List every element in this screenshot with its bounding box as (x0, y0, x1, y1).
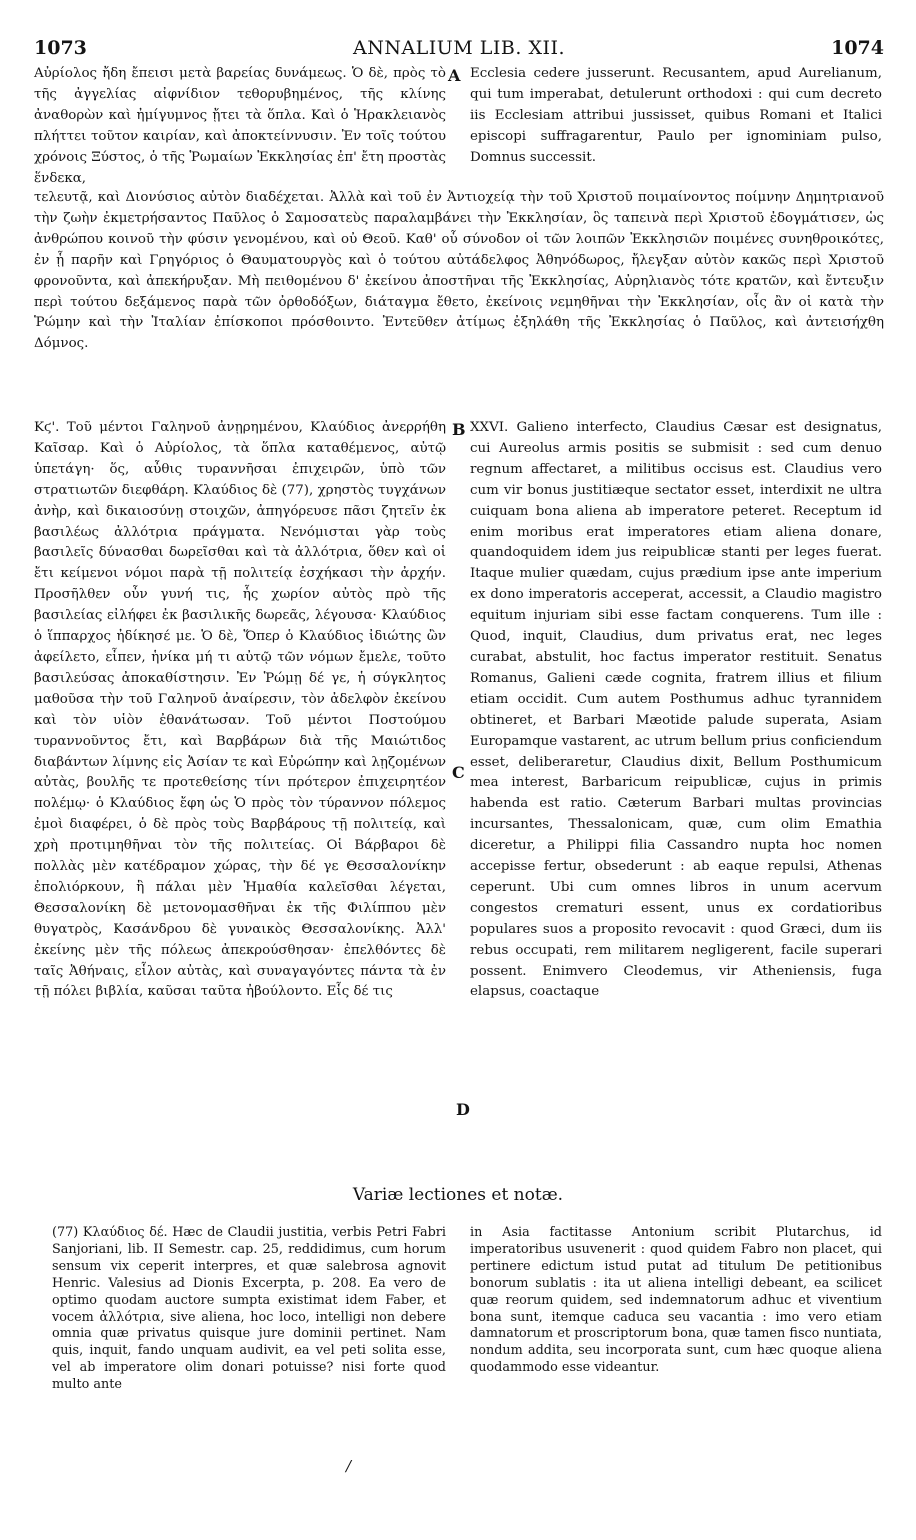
latin-column-main (470, 418, 882, 1003)
greek-column-top (34, 64, 446, 189)
page-header (34, 34, 884, 62)
note-column-right (470, 1225, 882, 1377)
notes-heading: Variæ lectiones et notæ. (352, 1185, 564, 1205)
margin-marker-a: A (448, 66, 461, 85)
margin-marker-d: D (456, 1100, 470, 1119)
margin-marker-c: C (452, 763, 465, 782)
greek-paragraph-main: Κϛ'. Τοῦ μέντοι Γαληνοῦ ἀνῃρημένου, Κλαύδιος ἀνερρήθη Καῖσαρ. Καὶ ὁ Αὐρίολος, τὰ ὅπλα καταθέμενος, αὐτῷ ὑπετάγη· ὅς, αὖθις τυραννῆσαι ἐπιχειρῶν, ὑπὸ τῶν στρατιωτῶν διεφθάρη. Κλαύδιος δὲ (77), χρηστὸς τυγχάνων ἀνὴρ, καὶ δικαιοσύνῃ στοιχῶν, ἀπηγόρευσε πᾶσι ζητεῖν ἐκ βασιλέως ἀλλότρια πράγματα. Νενόμισται γὰρ τοὺς βασιλεῖς δύνασθαι δωρεῖσθαι καὶ τὰ ἀλλότρια, ὅθεν καὶ οἱ ἔτι κείμενοι νόμοι παρὰ τῇ πολιτείᾳ ἐσχήκασι τὴν ἀρχήν. Προσῆλθεν οὖν γυνή τις, ἧς χωρίον αὐτὸς πρὸ τῆς βασιλείας εἰλήφει ἐκ βασιλικῆς δωρεᾶς, λέγουσα· Κλαύδιος ὁ ἵππαρχος ἠδίκησέ με. Ὁ δὲ, Ὅπερ ὁ Κλαύδιος ἰδιώτης ὢν ἀφείλετο, εἶπεν, ἡνίκα μή τι αὐτῷ τῶν νόμων ἔμελε, τοῦτο βασιλεύσας ἀποκαθίστησιν. Ἐν Ῥώμῃ δέ γε, ἡ σύγκλητος μαθοῦσα τὴν τοῦ Γαληνοῦ ἀναίρεσιν, τὸν ἀδελφὸν ἐκείνου καὶ τὸν υἱὸν ἐθανάτωσαν. Τοῦ μέντοι Ποστούμου τυραννοῦντος ἔτι, καὶ Βαρβάρων διὰ τῆς Μαιώτιδος διαβάντων λίμνης εἰς Ἀσίαν τε καὶ Εὐρώπην καὶ λῃζομένων αὐτὰς, βουλῆς τε προτεθείσης τίνι πρότερον ἐπιχειρητέον πολέμῳ· ὁ Κλαύδιος ἔφη ὡς Ὁ πρὸς τὸν τύραννον πόλεμος ἐμοὶ διαφέρει, ὁ δὲ πρὸς τοὺς Βαρβάρους τῇ πολιτείᾳ, καὶ χρὴ προτιμηθῆναι τὸν τῆς πολιτείας. Οἱ Βάρβαροι δὲ πολλὰς μὲν κατέδραμον χώρας, τὴν δέ γε Θεσσαλονίκην ἐπολιόρκουν, ἣ πάλαι μὲν Ἠμαθία καλεῖσθαι λέγεται, Θεσσαλονίκη δὲ μετονομασθῆναι ἐκ τῆς Φιλίππου μὲν θυγατρὸς, Κασάνδρου δὲ γυναικὸς Θεσσαλονίκης. Ἀλλ' ἐκείνης μὲν τῆς πόλεως ἀπεκρούσθησαν· ἐπελθόντες δὲ ταῖς Ἀθήναις, εἷλον αὐτὰς, καὶ συναγαγόντες πάντα τὰ ἐν τῇ πόλει βιβλία, καῦσαι ταῦτα ἠβούλοντο. Εἷς δέ τις (34, 420, 446, 1000)
greek-full-width-block (34, 188, 884, 355)
margin-marker-b: B (452, 420, 466, 439)
running-head: ANNALIUM LIB. XII. (352, 37, 566, 59)
footer-mark: / (346, 1457, 352, 1475)
greek-paragraph-top: Αὐρίολος ἤδη ἔπεισι μετὰ βαρείας δυνάμεως. Ὁ δὲ, πρὸς τὸ τῆς ἀγγελίας αἰφνίδιον τεθορυβημένος, τῆς κλίνης ἀναθορὼν καὶ ἠμίγυμνος ᾔτει τὰ ὅπλα. Καὶ ὁ Ἡρακλειανὸς πλήττει τοῦτον καιρίαν, καὶ ἀποκτείννυσιν. Ἐν τοῖς τούτου χρόνοις Ξύστος, ὁ τῆς Ῥωμαίων Ἐκκλησίας ἐπ' ἔτη προστὰς ἕνδεκα, (34, 66, 446, 186)
latin-paragraph-main: XXVI. Galieno interfecto, Claudius Cæsar est designatus, cui Aureolus armis positis se submisit : sed cum denuo regnum affectaret, a militibus occisus est. Claudius vero cum vir bonus justitiæque sectator esset, interdixit ne ultra cuiquam bona aliena ab imperatore peteret. Receptum id enim moribus erat imperatores etiam aliena donare, quandoquidem idem jus reipublicæ stanti per leges fuerat. Itaque mulier quædam, cujus prædium ipse ante imperium ex dono imperatoris acceperat, accessit, a Claudio magistro equitum injuriam sibi esse factam conquerens. Tum ille : Quod, inquit, Claudius, dum privatus erat, nec leges curabat, abstulit, hoc factus imperator restituit. Senatus Romanus, Galieni cæde cognita, fratrem illius et filium etiam occidit. Cum autem Posthumus adhuc tyrannidem obtineret, et Barbari Mæotide palude superata, Asiam Europamque vastarent, ac utrum bellum prius conficiendum esset, deliberaretur, Claudius dixit, Bellum Posthumicum mea interest, Barbaricum reipublicæ, cujus in primis habenda est ratio. Cæterum Barbari multas provincias incursantes, Thessalonicam, quæ, cum olim Emathia diceretur, a Philippi filia Cassandro nupta hoc nomen accepisse fertur, obsederunt : ab eaque repulsi, Athenas ceperunt. Ubi cum omnes libros in unum acervum congestos crematuri essent, unus ex cordatioribus populares suos a proposito revocavit : quod Græci, dum iis rebus occupati, rem militarem negligerent, facile superari possent. Enimvero Cleodemus, vir Atheniensis, fuga elapsus, coactaque (470, 420, 882, 1000)
greek-paragraph-full: τελευτᾷ, καὶ Διονύσιος αὐτὸν διαδέχεται. Ἀλλὰ καὶ τοῦ ἐν Ἀντιοχείᾳ τὴν τοῦ Χριστοῦ ποιμαίνοντος ποίμνην Δημητριανοῦ τὴν ζωὴν ἐκμετρήσαντος Παῦλος ὁ Σαμοσατεὺς παραλαμβάνει τὴν Ἐκκλησίαν, ὃς ταπεινὰ περὶ Χριστοῦ ἐδογμάτισεν, ὡς ἀνθρώπου κοινοῦ τὴν φύσιν γενομένου, καὶ οὐ Θεοῦ. Καθ' οὗ σύνοδον οἱ τῶν λοιπῶν Ἐκκλησιῶν ποιμένες συνηθροικότες, ἐν ᾗ παρῆν καὶ Γρηγόριος ὁ Θαυματουργὸς καὶ ὁ τούτου αὐτάδελφος Ἀθηνόδωρος, ἤλεγξαν αὐτὸν κακῶς περὶ Χριστοῦ φρονοῦντα, καὶ ἀπεκήρυξαν. Μὴ πειθομένου δ' ἐκείνου ἀποστῆναι τῆς Ἐκκλησίας, Αὐρηλιανὸς τότε κρατῶν, καὶ ἔντευξιν περὶ τούτου δεξάμενος παρὰ τῶν ὀρθοδόξων, διάταγμα ἔθετο, ἐκείνοις νεμηθῆναι τὴν Ἐκκλησίαν, οἷς ἂν οἱ κατὰ τὴν Ῥώμην καὶ τὴν Ἰταλίαν ἐπίσκοποι πρόσθοιντο. Ἐντεῦθεν ἀτίμως ἐξηλάθη τῆς Ἐκκλησίας ὁ Παῦλος, καὶ ἀντεισήχθη Δόμνος. (34, 190, 884, 352)
right-page-number: 1074 (831, 37, 884, 59)
note-column-left (52, 1225, 446, 1394)
note-paragraph-right: in Asia factitasse Antonium scribit Plutarchus, id imperatoribus usuvenerit : quod quidem Fabro non placet, qui pertinere edictum istud putat ad titulum De petitionibus bonorum sublatis : ita ut aliena intelligi debeant, ea scilicet quæ reorum quidem, sed indemnatorum adhuc et viventium bona sunt, itemque caduca seu vacantia : imo vero etiam damnatorum et proscriptorum bona, quæ tamen fisco nuntiata, nondum addita, seu incorporata sunt, cum hæc quoque aliena quodammodo esse videantur. (470, 1225, 882, 1376)
note-paragraph-left: (77) Κλαύδιος δέ. Hæc de Claudii justitia, verbis Petri Fabri Sanjoriani, lib. II Semestr. cap. 25, reddidimus, cum horum sensum vix ceperit interpres, et quæ salebrosa agnovit Henric. Valesius ad Dionis Excerpta, p. 208. Ea vero de optimo quodam auctore sumpta existimat idem Faber, et vocem ἀλλότρια, sive aliena, hoc loco, intelligi non debere omnia quæ privatus quisque jure dominii pertinet. Nam quis, inquit, fando unquam audivit, ea vel peti solita esse, vel ab imperatore olim donari potuisse? nisi forte quod multo ante (52, 1225, 446, 1393)
latin-paragraph-top: Ecclesia cedere jusserunt. Recusantem, apud Aurelianum, qui tum imperabat, detulerunt orthodoxi : qui cum decreto iis Ecclesiam attribui jussisset, quibus Romani et Italici episcopi suffragarentur, Paulo per ignominiam pulso, Domnus successit. (470, 66, 882, 165)
left-page-number: 1073 (34, 37, 87, 59)
latin-column-top (470, 64, 882, 169)
greek-column-main (34, 418, 446, 1003)
